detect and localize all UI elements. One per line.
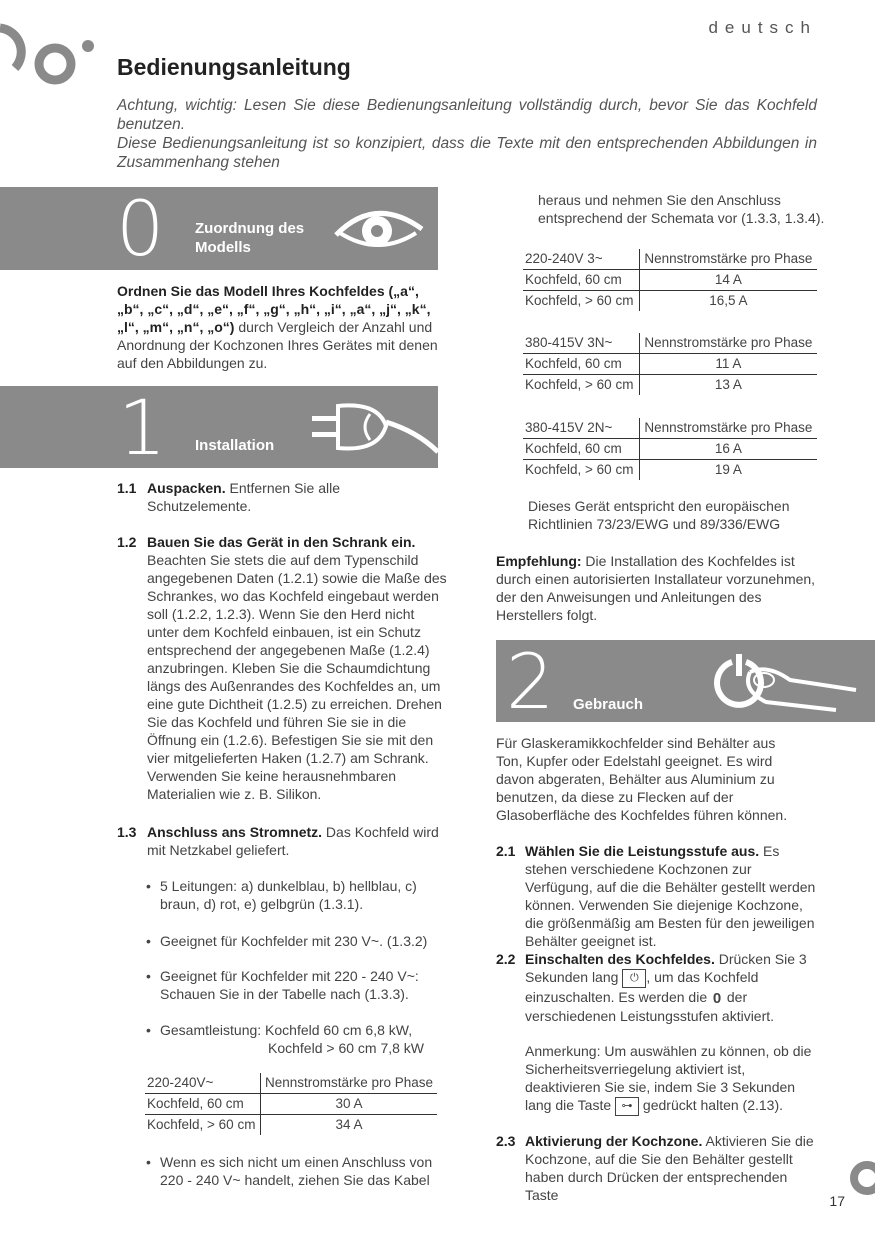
item-number: 2.3 <box>496 1133 516 1149</box>
eye-icon <box>330 199 430 257</box>
bullet-text: 5 Leitungen: a) dunkelblau, b) hellblau, c) braun, d) rot, e) gelbgrün (1.3.1). <box>160 878 417 912</box>
item-heading: Wählen Sie die Leistungsstufe aus. <box>525 843 760 859</box>
current-table-3n <box>523 333 817 395</box>
item-heading: Auspacken. <box>147 480 226 496</box>
table-cell: 19 A <box>714 462 742 477</box>
table-cell: Kochfeld, > 60 cm <box>145 1115 261 1136</box>
item-number: 1.2 <box>117 534 137 550</box>
table-cell: 14 A <box>639 270 817 291</box>
bullet-text: Geeignet für Kochfelder mit 220 - 240 V~: Schauen Sie in der Tabelle nach (1.3.3). <box>160 968 419 1002</box>
table-cell: Kochfeld, > 60 cm <box>523 291 639 312</box>
table-row <box>523 439 817 460</box>
table-header-cell: Nennstromstärke pro Phase <box>639 249 817 270</box>
corner-circle-icon <box>843 1160 875 1200</box>
section-1-header <box>0 383 438 472</box>
table-row <box>523 354 817 375</box>
bullet-text: Wenn es sich nicht um einen Anschluss von 220 - 240 V~ handelt, ziehen Sie das Kabel <box>160 1154 433 1188</box>
item-1-1 <box>117 479 447 515</box>
section-2-header <box>496 637 875 726</box>
logo-circles-icon <box>0 18 100 98</box>
intro-line-1: Achtung, wichtig: Lesen Sie diese Bedienungsanleitung vollständig durch, bevor Sie das Kochfeld benutzen. <box>117 97 817 133</box>
table-cell: 16,5 A <box>709 293 748 308</box>
item-number: 1.3 <box>117 824 137 840</box>
note-text: gedrückt halten (2.13). <box>639 1097 784 1113</box>
conformity-note: Dieses Gerät entspricht den europäischen Richtlinien 73/23/EWG und 89/336/EWG <box>528 498 790 532</box>
item-1-3 <box>117 823 447 859</box>
intro-warning <box>117 96 817 172</box>
item-number: 2.2 <box>496 951 516 967</box>
section-0-text-bold: Ordnen Sie das Modell Ihres Kochfeldes („a“, „b“, „c“, „d“, „e“, „f“, „g“, „h“, „i“, „a“, „j“, „k“, „l“, „m“, „n“, „o“) <box>117 283 431 335</box>
bullet-item: • Wenn es sich nicht um einen Anschluss von 220 - 240 V~ handelt, ziehen Sie das Kabel <box>146 1153 446 1189</box>
item-1-2 <box>117 533 447 803</box>
item-heading: Bauen Sie das Gerät in den Schrank ein. <box>147 534 416 550</box>
touch-finger-icon <box>706 650 871 715</box>
page-number: 17 <box>829 1193 845 1209</box>
section-1-number: 1 <box>118 383 167 472</box>
section-0-title-line1: Zuordnung des <box>195 220 305 237</box>
table-cell: Kochfeld, > 60 cm <box>523 460 639 481</box>
section-2-intro: Für Glaskeramikkochfelder sind Behälter aus Ton, Kupfer oder Edelstahl geeignet. Es wird davon abgeraten, Behälter aus Aluminium zu benutzen, da diese zu Flecken auf der Glasoberfläche des Kochfeldes führen können. <box>496 735 788 823</box>
bullet-text: Gesamtleistung: Kochfeld 60 cm 6,8 kW, <box>160 1022 413 1038</box>
item-number: 2.1 <box>496 843 516 859</box>
section-0-text-rest: durch Vergleich der Anzahl und Anordnung der Kochzonen Ihres Gerätes mit denen auf den Abbildungen zu. <box>117 319 438 371</box>
intro-line-2: Diese Bedienungsanleitung ist so konzipiert, dass die Texte mit den entsprechenden Abbildungen in Zusammenhang stehen <box>117 135 817 171</box>
table-row <box>145 1094 437 1115</box>
item-heading: Aktivierung der Kochzone. <box>525 1133 703 1149</box>
section-0-header <box>0 184 438 273</box>
lock-note <box>525 1042 821 1116</box>
section-2-title: Gebrauch <box>573 696 644 713</box>
table-header-cell: 380-415V 3N~ <box>523 333 639 354</box>
table-cell: Kochfeld, 60 cm <box>523 270 639 291</box>
table-header-cell: Nennstromstärke pro Phase <box>639 333 817 354</box>
table-cell: 34 A <box>335 1117 363 1132</box>
table-row <box>523 291 817 312</box>
power-line-2: Kochfeld > 60 cm 7,8 kW <box>268 1040 425 1056</box>
table-header-cell: Nennstromstärke pro Phase <box>639 418 817 439</box>
item-body: der verschiedenen Leistungsstufen aktiviert. <box>525 988 775 1024</box>
section-0-title-line2: Modells <box>195 239 251 256</box>
table-cell: Kochfeld, 60 cm <box>523 354 639 375</box>
table-cell: 11 A <box>639 354 817 375</box>
power-key-icon: ⏻ <box>622 969 646 988</box>
table-cell: Kochfeld, > 60 cm <box>523 375 639 396</box>
table-cell: Kochfeld, 60 cm <box>145 1094 261 1115</box>
table-row <box>523 460 817 481</box>
language-label: deutsch <box>708 18 817 37</box>
plug-icon <box>308 396 438 458</box>
section-0-number: 0 <box>116 184 165 273</box>
recommendation-body: Die Installation des Kochfeldes ist durch einen autorisierten Installateur vorzunehmen, der den Anweisungen und Anleitungen des Herstellers folgt. <box>496 553 816 623</box>
note-text: Anmerkung: Um auswählen zu können, ob die Sicherheitsverriegelung aktiviert ist, deaktivieren Sie sie, indem Sie 3 Sekunden lang die Taste <box>525 1043 812 1113</box>
section-0-text <box>117 282 447 372</box>
display-digit-icon: 0 <box>712 989 722 1007</box>
bullet-item: • Geeignet für Kochfelder mit 220 - 240 V~: Schauen Sie in der Tabelle nach (1.3.3). <box>146 967 446 1003</box>
key-lock-icon: ⊶ <box>615 1097 639 1116</box>
item-body: Entfernen Sie alle Schutzelemente. <box>147 480 340 514</box>
continued-text: heraus und nehmen Sie den Anschluss entsprechend der Schemata vor (1.3.3, 1.3.4). <box>538 192 825 226</box>
item-heading: Anschluss ans Stromnetz. <box>147 824 323 840</box>
table-row <box>523 270 817 291</box>
bullet-item: • 5 Leitungen: a) dunkelblau, b) hellblau, c) braun, d) rot, e) gelbgrün (1.3.1). <box>146 877 446 913</box>
recommendation-head: Empfehlung: <box>496 553 582 569</box>
page-title: Bedienungsanleitung <box>117 54 351 80</box>
section-0-title <box>195 219 304 257</box>
current-table-2n <box>523 418 817 480</box>
item-body: , um das Kochfeld einzuschalten. Es werden die <box>525 969 759 1005</box>
item-body: Aktivieren Sie die Kochzone, auf die Sie den Behälter gestellt haben durch Drücken der entsprechenden Taste <box>525 1133 814 1203</box>
item-2-2 <box>496 950 821 1025</box>
bullet-item: • Gesamtleistung: Kochfeld 60 cm 6,8 kW, <box>146 1021 446 1039</box>
table-header-cell: 220-240V 3~ <box>523 249 639 270</box>
item-body: Drücken Sie 3 Sekunden lang <box>525 951 807 985</box>
recommendation <box>496 552 822 624</box>
table-cell: 30 A <box>261 1094 438 1115</box>
item-2-3 <box>496 1132 821 1204</box>
table-cell: 16 A <box>639 439 817 460</box>
item-body: Es stehen verschiedene Kochzonen zur Verfügung, auf die die Behälter gestellt werden können. Verwenden Sie diejenige Kochzone, die größenmäßig am Besten für den jeweiligen Behälter geeignet ist. <box>525 843 816 949</box>
table-cell: 13 A <box>714 377 742 392</box>
bullet-item: • Geeignet für Kochfelder mit 230 V~. (1.3.2) <box>146 932 446 950</box>
table-row <box>145 1115 437 1136</box>
table-cell: Kochfeld, 60 cm <box>523 439 639 460</box>
section-1-title: Installation <box>195 437 275 454</box>
item-body: Beachten Sie stets die auf dem Typenschild angegebenen Daten (1.2.1) sowie die Maße des Schrankes, wo das Kochfeld eingebaut werden soll (1.2.2, 1.2.3). Wenn Sie den Herd nicht unter dem Kochfeld einbauen, ist ein Schutz entsprechend der angegebenen Maße (1.2.4) anzubringen. Kleben Sie die Schaumdichtung längs des Außenrandes des Kochfeldes an, um eine gute Dichtheit (1.2.5) zu erreichen. Drehen Sie das Kochfeld und führen Sie sie in die Öffnung ein (1.2.6). Befestigen Sie sie mit den vier mitgelieferten Haken (1.2.7) am Schrank. Verwenden Sie keine herausnehmbaren Materialien wie z. B. Silikon. <box>147 552 447 802</box>
table-header-cell: 220-240V~ <box>145 1073 261 1094</box>
current-table-left <box>145 1073 437 1135</box>
item-2-1 <box>496 842 821 950</box>
table-header-cell: 380-415V 2N~ <box>523 418 639 439</box>
bullet-text: Geeignet für Kochfelder mit 230 V~. (1.3.2) <box>160 933 428 949</box>
item-heading: Einschalten des Kochfeldes. <box>525 951 715 967</box>
item-number: 1.1 <box>117 480 137 496</box>
section-2-number: 2 <box>506 637 555 726</box>
item-body: Das Kochfeld wird mit Netzkabel geliefert. <box>147 824 439 858</box>
table-header-cell: Nennstromstärke pro Phase <box>261 1073 438 1094</box>
current-table-3phase <box>523 249 817 311</box>
table-row <box>523 375 817 396</box>
